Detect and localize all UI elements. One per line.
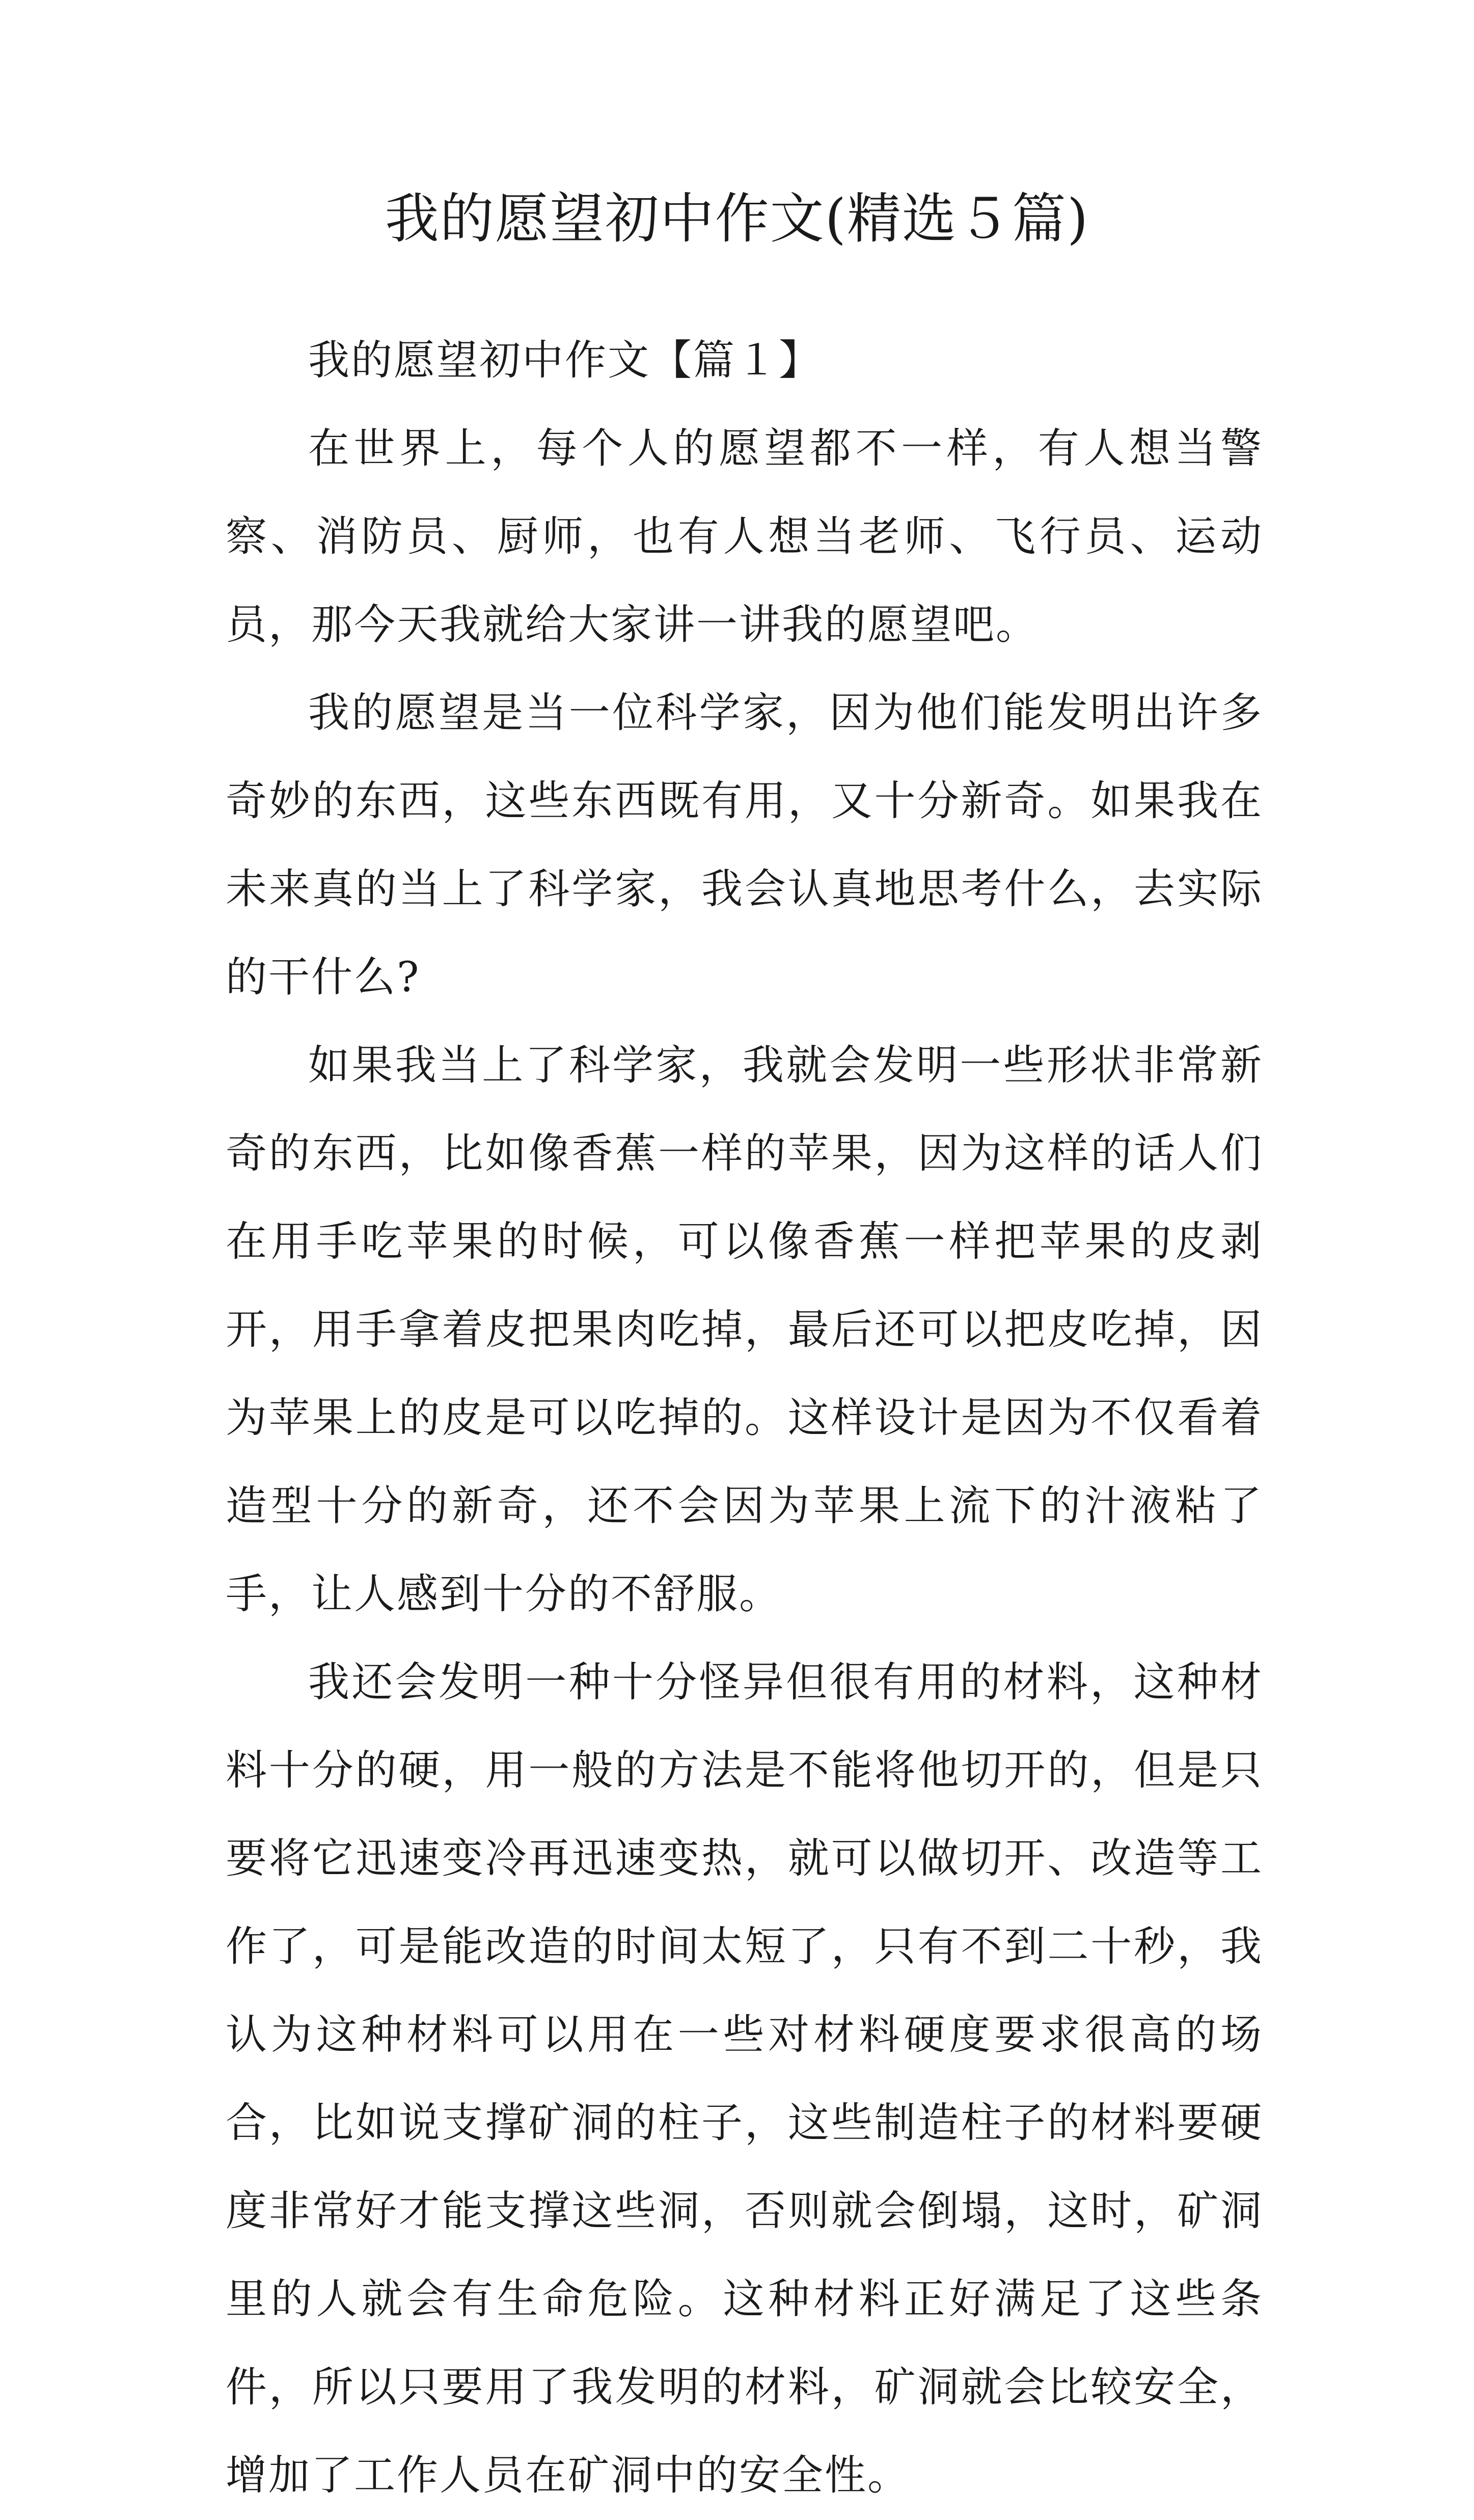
paragraph-2: 我的愿望是当一位科学家，因为他们能发明出许多奇妙的东西，这些东西既有用，又十分新奇。如果我在未来真的当上了科学家，我会认真地思考什么，去实际的干什么? xyxy=(226,689,1263,1001)
document-body xyxy=(226,317,1263,2520)
section-heading: 我的愿望初中作文【篇１】 xyxy=(308,337,822,385)
paragraph-1: 在世界上，每个人的愿望都不一样，有人想当警察、消防员、厨师，也有人想当老师、飞行员、运动员，那今天我就给大家讲一讲我的愿望吧。 xyxy=(226,425,1263,649)
paragraph-3: 如果我当上了科学家，我就会发明一些形状非常新奇的东西，比如像香蕉一样的苹果，因为这样的话人们在用手吃苹果的时候，可以像香蕉一样把苹果的皮剥开，用手拿着皮把果肉吃掉，最后还可以把皮吃掉，因为苹果上的皮是可以吃掉的。这样设计是因为不仅看着造型十分的新奇，还不会因为苹果上流下的汁液粘了手，让人感到十分的不舒服。 xyxy=(226,1042,1263,1618)
document-title: 我的愿望初中作文(精选５篇) xyxy=(385,187,1089,250)
paragraph-4: 我还会发明一种十分怪异但很有用的材料，这种材料十分的硬，用一般的方法是不能将他切开的，但是只要将它迅速变冷再迅速变热，就可以做切开、改造等工作了，可是能改造的时间太短了，只有不到二十秒，我认为这种材料可以用在一些对材料硬度要求很高的场合，比如说支撑矿洞的柱子，这些制造柱子的材料要硬度非常好才能支撑这些洞，否则就会倒塌，这时，矿洞里的人就会有生命危险。这种材料正好满足了这些条件，所以只要用了我发明的材料，矿洞就会比较安全，增加了工作人员在矿洞中的安全性。 xyxy=(226,1659,1263,2500)
